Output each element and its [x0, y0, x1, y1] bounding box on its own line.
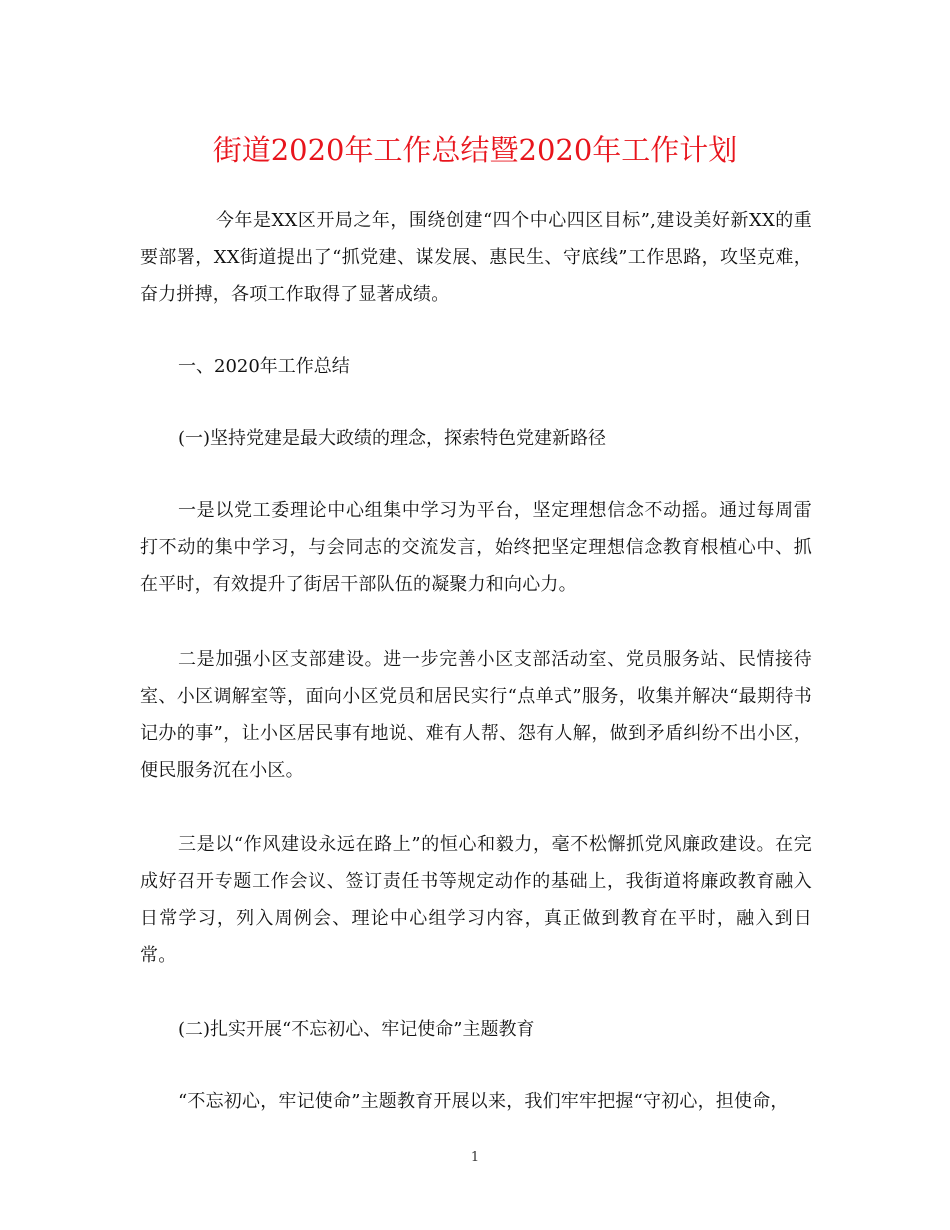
paragraph-theme-education: “不忘初心，牢记使命”主题教育开展以来，我们牢牢把握“守初心，担使命，: [178, 1091, 789, 1112]
intro-paragraph: 今年是XX区开局之年，围绕创建“四个中心四区目标”,建设美好新XX的重要部署，XX街道提出了“抓党建、谋发展、惠民生、守底线”工作思路，攻坚克难，奋力拼搏，各项工作取得了显著成绩。: [140, 210, 812, 305]
subsection-heading-theme-education: (二)扎实开展“不忘初心、牢记使命”主题教育: [178, 1019, 535, 1040]
page-number: 1: [470, 1150, 480, 1165]
paragraph-study-platform: 一是以党工委理论中心组集中学习为平台，坚定理想信念不动摇。通过每周雷打不动的集中学习，与会同志的交流发言，始终把坚定理想信念教育根植心中、抓在平时，有效提升了街居干部队伍的凝聚力和向心力。: [140, 500, 812, 595]
document-title: 街道2020年工作总结暨2020年工作计划: [212, 133, 738, 167]
paragraph-work-style: 三是以“作风建设永远在路上”的恒心和毅力，毫不松懈抓党风廉政建设。在完成好召开专题工作会议、签订责任书等规定动作的基础上，我街道将廉政教育融入日常学习，列入周例会、理论中心组学习内容，真正做到教育在平时，融入到日常。: [140, 834, 812, 966]
subsection-heading-party-building: (一)坚持党建是最大政绩的理念，探索特色党建新路径: [178, 428, 607, 449]
section-heading-summary: 一、2020年工作总结: [178, 356, 350, 377]
paragraph-community-branch: 二是加强小区支部建设。进一步完善小区支部活动室、党员服务站、民情接待室、小区调解室等，面向小区党员和居民实行“点单式”服务，收集并解决“最期待书记办的事”，让小区居民事有地说、难有人帮、怨有人解，做到矛盾纠纷不出小区，便民服务沉在小区。: [140, 649, 812, 781]
